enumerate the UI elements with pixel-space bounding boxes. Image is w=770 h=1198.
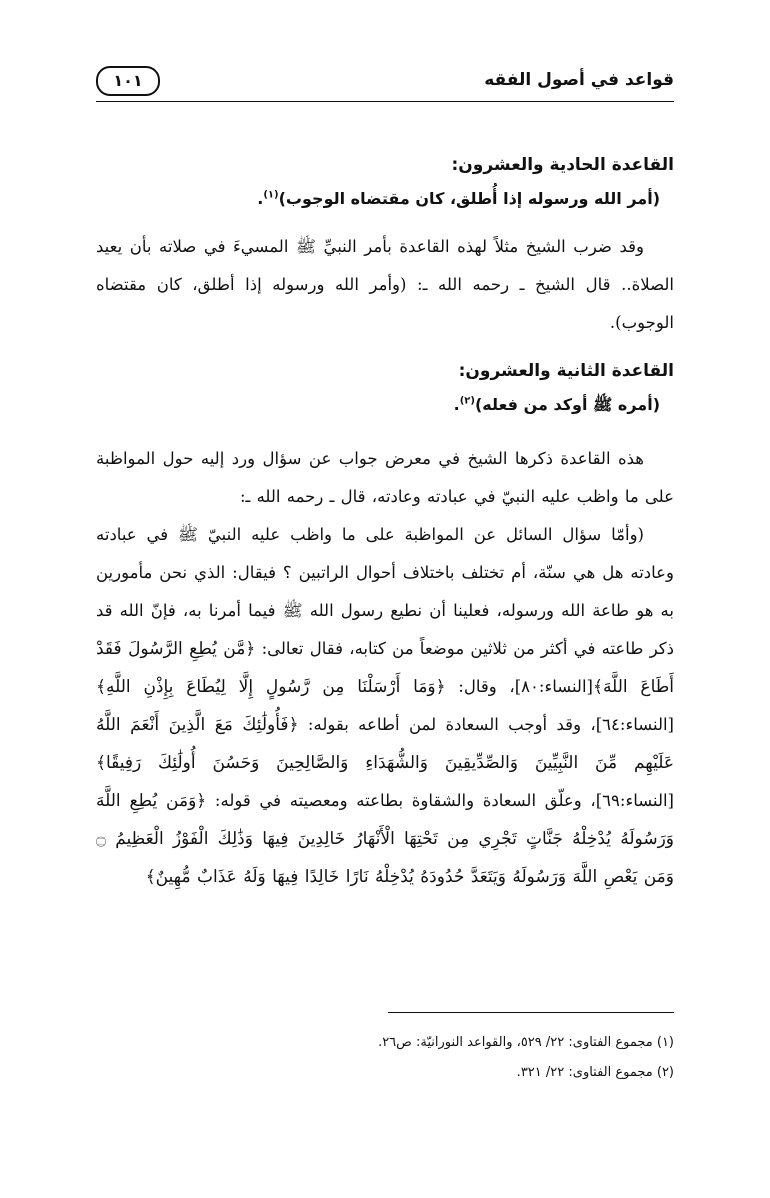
footnote-divider: [388, 1012, 674, 1013]
rule-22-statement: (أمره ﷺ أوكد من فعله)$^{(٢)}$.: [453, 395, 660, 414]
running-title: قواعد في أصول الفقه: [484, 70, 674, 90]
rule-22-text: (أمره ﷺ أوكد من فعله): [474, 395, 660, 414]
rule-21-statement: (أمر الله ورسوله إذا أُطلق، كان مقتضاه الوجوب)$^{(١)}$.: [257, 189, 660, 208]
quran-verse-2: ﴿وَمَا أَرْسَلْنَا مِن رَّسُولٍ إِلَّا لِيُطَاعَ بِإِذْنِ اللَّهِ﴾: [96, 677, 446, 697]
rule-22-paragraph-2: [96, 516, 674, 896]
footnote-1: (١) مجموع الفتاوى: ٢٢/ ٥٢٩، والقواعد النورانيّة: ص٢٦.: [378, 1035, 674, 1050]
footnote-2: (٢) مجموع الفتاوى: ٢٢/ ٣٢١.: [516, 1065, 674, 1080]
page-number: ١٠١: [96, 66, 160, 96]
header-divider: [96, 101, 674, 102]
footnote-ref-2[interactable]: (٢): [459, 395, 475, 407]
page-body: [96, 148, 674, 896]
footnotes: [96, 1028, 674, 1088]
rule-22-heading: القاعدة الثانية والعشرون:: [458, 361, 674, 381]
verse-ref-3: [النساء:٦٩]، وعلّق السعادة والشقاوة بطاعته ومعصيته في قوله:: [206, 791, 674, 810]
rule-21-heading: القاعدة الحادية والعشرون:: [451, 155, 674, 175]
quran-verse-4: ﴿وَمَن يُطِعِ اللَّهَ وَرَسُولَهُ يُدْخِلْهُ جَنَّاتٍ تَجْرِي مِن تَحْتِهَا الْأَنْهَارُ خَالِدِينَ فِيهَا وَذَٰلِكَ الْفَوْزُ الْعَظِيمُ ۝ وَمَن يَعْصِ اللَّهَ وَرَسُولَهُ وَيَتَعَدَّ حُدُودَهُ يُدْخِلْهُ نَارًا خَالِدًا فِيهَا وَلَهُ عَذَابٌ مُّهِينٌ﴾: [96, 791, 674, 887]
verse-ref-1: [النساء:٨٠]، وقال:: [445, 677, 593, 696]
quran-verse-3: ﴿فَأُولَٰئِكَ مَعَ الَّذِينَ أَنْعَمَ اللَّهُ عَلَيْهِم مِّنَ النَّبِيِّينَ وَالصِّدِّيقِينَ وَالشُّهَدَاءِ وَالصَّالِحِينَ وَحَسُنَ أُولَٰئِكَ رَفِيقًا﴾: [96, 715, 674, 773]
rule-21-paragraph: وقد ضرب الشيخ مثلاً لهذه القاعدة بأمر النبيِّ ﷺ المسيءَ في صلاته بأن يعيد الصلاة.. قال الشيخ ـ رحمه الله ـ: (وأمر الله ورسوله إذا أطلق، كان مقتضاه الوجوب).: [96, 237, 674, 332]
verse-ref-2: [النساء:٦٤]، وقد أوجب السعادة لمن أطاعه بقوله:: [298, 715, 674, 734]
quote-intro: (وأمّا سؤال السائل عن المواظبة على ما واظب عليه النبيّ ﷺ في عبادته وعادته هل هي سنّة، أم تختلف باختلاف أحوال الراتبين ؟ فيقال: الذي نحن مأمورين به هو طاعة الله ورسوله، فعلينا أن نطيع رسول الله ﷺ فيما أمرنا به، فإنّ الله قد ذكر طاعته في أكثر من ثلاثين موضعاً من كتابه، فقال تعالى:: [96, 525, 674, 658]
footnote-ref-1[interactable]: (١): [263, 189, 279, 201]
rule-22-paragraph-1: هذه القاعدة ذكرها الشيخ في معرض جواب عن سؤال ورد إليه حول المواظبة على ما واظب عليه النبيّ في عبادته وعادته، قال ـ رحمه الله ـ:: [96, 449, 674, 506]
page-header: [96, 64, 674, 110]
quran-verse-1: ﴿مَّن يُطِعِ الرَّسُولَ فَقَدْ أَطَاعَ اللَّهَ﴾: [96, 639, 674, 697]
rule-21-text: (أمر الله ورسوله إذا أُطلق، كان مقتضاه الوجوب): [278, 189, 660, 208]
